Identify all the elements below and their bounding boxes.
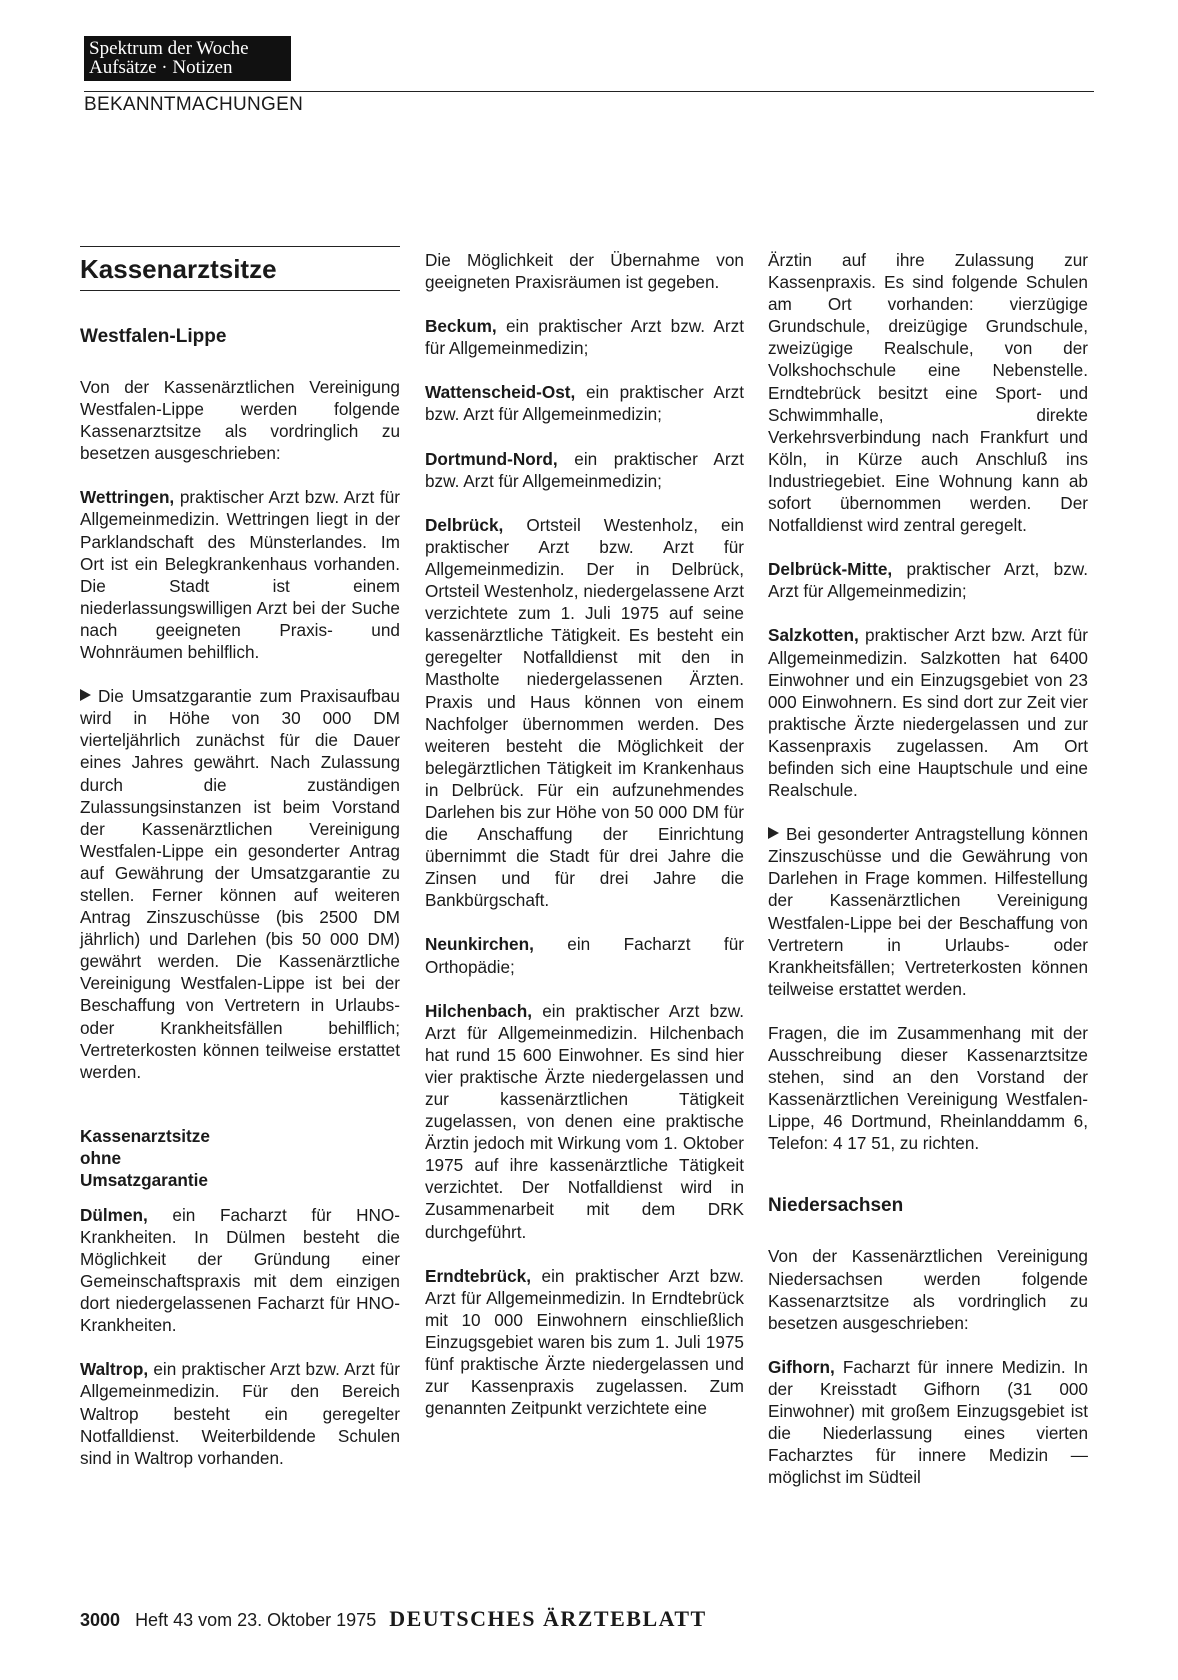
page-footer — [80, 1606, 707, 1632]
note-text: Bei gesonderter Antragstellung können Zinszuschüsse und die Gewährung von Darlehen in Frage kommen. Hilfestellung der Kassenärztlichen Vereinigung Westfalen-Lippe bei der Beschaffung von Vertretern in Urlaubs- oder Krankheitsfällen; Vertreterkosten können teilweise erstattet werden. — [768, 824, 1088, 999]
entry-name: Delbrück, — [425, 514, 504, 535]
entry-name: Neunkirchen, — [425, 934, 534, 955]
issue-info: Heft 43 vom 23. Oktober 1975 — [135, 1610, 377, 1630]
continued-paragraph: Die Möglichkeit der Übernahme von geeigneten Praxisräumen ist gegeben. — [425, 250, 744, 293]
masthead — [84, 36, 291, 81]
entry-text: ein praktischer Arzt bzw. Arzt für Allgemeinmedizin. Hilchenbach hat rund 15 600 Einwohner. Es sind hier vier praktische Ärzte niedergelassen und zur kassenärztlichen Tätigkeit zugelassen, von denen eine praktische Ärztin jedoch mit Wirkung vom 1. Oktober 1975 auf ihre kassenärztliche Tätigkeit verzichtet. Der Notfalldienst wird in Zusammenarbeit mit dem DRK durchgeführt. — [425, 1000, 744, 1242]
entry-text: praktischer Arzt, bzw. Arzt für Allgemeinmedizin; — [768, 559, 1088, 602]
entry-text: praktischer Arzt bzw. Arzt für Allgemeinmedizin. Salzkotten hat 6400 Einwohner und ein Einzugsgebiet von 23 000 Einwohnern. Es sind dort zur Zeit vier praktische Ärzte niedergelassen und zur Kassenpraxis zugelassen. Am Ort befinden sich eine Hauptschule und eine Realschule. — [768, 625, 1088, 801]
entry-neunkirchen — [425, 933, 744, 977]
entry-name: Salzkotten, — [768, 625, 859, 646]
entry-waltrop — [80, 1358, 400, 1468]
entry-wattenscheid-ost — [425, 381, 744, 425]
arrow-bullet-icon — [80, 689, 91, 701]
entry-salzkotten — [768, 624, 1088, 801]
masthead-line-2: Aufsätze · Notizen — [89, 57, 233, 78]
entry-text: ein Facharzt für Orthopädie; — [425, 934, 744, 977]
entry-delbrueck — [425, 514, 744, 912]
entry-name: Dülmen, — [80, 1204, 148, 1225]
guarantee-text: Die Umsatzgarantie zum Praxisaufbau wird in Höhe von 30 000 DM vierteljährlich zunächst für die Dauer eines Jahres gewährt. Nach Zulassung durch die zuständigen Zulassungsinstanzen ist beim Vorstand der Kassenärztlichen Vereinigung Westfalen-Lippe ein gesonderter Antrag auf Gewährung der Umsatzgarantie zu stellen. Ferner können auf weiteren Antrag Zinszuschüsse (bis 2500 DM jährlich) und Darlehen (bis 50 000 DM) gewährt werden. Die Kassenärztliche Vereinigung Westfalen-Lippe ist bei der Beschaffung von Vertretern in Urlaubs- oder Krankheitsfällen behilflich; Vertreterkosten können teilweise erstattet werden. — [80, 686, 400, 1082]
section-label: BEKANNTMACHUNGEN — [84, 94, 304, 115]
intro-paragraph-niedersachsen: Von der Kassenärztlichen Vereinigung Niedersachsen werden folgende Kassenarztsitze als vordringlich zu besetzen ausgeschrieben: — [768, 1246, 1088, 1333]
entry-name: Hilchenbach, — [425, 1000, 532, 1021]
heading-niedersachsen: Niedersachsen — [768, 1195, 904, 1217]
subheading-ohne-umsatzgarantie — [80, 1125, 400, 1191]
entry-beckum — [425, 315, 744, 359]
entry-name: Waltrop, — [80, 1359, 149, 1380]
subheading-line-3: Umsatzgarantie — [80, 1169, 208, 1190]
entry-gifhorn — [768, 1356, 1088, 1489]
page-number: 3000 — [80, 1610, 121, 1630]
title-block — [80, 246, 400, 291]
entry-text: ein Facharzt für HNO-Krankheiten. In Dülmen besteht die Möglichkeit der Gründung einer Gemeinschaftspraxis mit dem einzigen dort niedergelassenen Facharzt für HNO-Krankheiten. — [80, 1204, 400, 1336]
entry-delbrueck-mitte — [768, 558, 1088, 602]
column-3 — [768, 249, 1088, 1510]
entry-wettringen — [80, 486, 400, 663]
entry-name: Wettringen, — [80, 487, 175, 508]
questions-paragraph: Fragen, die im Zusammenhang mit der Ausschreibung dieser Kassenarztsitze stehen, sind an den Vorstand der Kassenärztlichen Vereinigung Westfalen-Lippe, 46 Dortmund, Rheinlanddamm 6, Telefon: 4 17 51, zu richten. — [768, 1022, 1088, 1154]
entry-name: Delbrück-Mitte, — [768, 559, 893, 580]
entry-name: Erndtebrück, — [425, 1265, 532, 1286]
entry-duelmen — [80, 1204, 400, 1337]
entry-hilchenbach — [425, 1000, 744, 1243]
entry-text: Ortsteil Westenholz, ein praktischer Arzt bzw. Arzt für Allgemeinmedizin. Der in Delbrück, Ortsteil Westenholz, niedergelassene Arzt verzichtete zum 1. Juli 1975 auf seine kassenärztliche Tätigkeit. Es besteht ein geregelter Notfalldienst mit den in Mastholte niedergelassenen Ärzten. Praxis und Haus können von einem Nachfolger übernommen werden. Des weiteren besteht die Möglichkeit der belegärztlichen Tätigkeit im Krankenhaus in Delbrück. Für ein aufzunehmendes Darlehen bis zur Höhe von 50 000 DM für die Anschaffung der Einrichtung übernimmt die Stadt für drei Jahre die Zinsen und für drei Jahre die Bankbürgschaft. — [425, 514, 744, 911]
intro-paragraph: Von der Kassenärztlichen Vereinigung Westfalen-Lippe werden folgende Kassenarztsitze als vordringlich zu besetzen ausgeschrieben: — [80, 377, 400, 464]
entry-erndtebrueck — [425, 1265, 744, 1420]
entry-dortmund-nord — [425, 448, 744, 492]
entry-text: ein praktischer Arzt bzw. Arzt für Allgemeinmedizin. Für den Bereich Waltrop besteht ein geregelter Notfalldienst. Weiterbildende Schulen sind in Waltrop vorhanden. — [80, 1359, 400, 1468]
entry-name: Gifhorn, — [768, 1356, 835, 1377]
entry-text: ein praktischer Arzt bzw. Arzt für Allgemeinmedizin; — [425, 382, 744, 425]
heading-westfalen-lippe: Westfalen-Lippe — [80, 326, 227, 347]
entry-text: ein praktischer Arzt bzw. Arzt für Allgemeinmedizin. In Erndtebrück mit 10 000 Einwohnern einschließlich Einzugsgebiet waren bis zum 1. Juli 1975 fünf praktische Ärzte niedergelassen und zur Kassenpraxis zugelassen. Zum genannten Zeitpunkt verzichtete eine — [425, 1265, 744, 1419]
note-paragraph — [768, 823, 1088, 1000]
masthead-line-1: Spektrum der Woche — [89, 38, 249, 59]
subheading-line-1: Kassenarztsitze — [80, 1125, 210, 1146]
entry-name: Beckum, — [425, 316, 497, 337]
article-title: Kassenarztsitze — [80, 254, 277, 284]
column-2 — [425, 249, 744, 1441]
header-rule — [84, 91, 1094, 92]
entry-text: ein praktischer Arzt bzw. Arzt für Allgemeinmedizin; — [425, 316, 744, 359]
continued-paragraph: Ärztin auf ihre Zulassung zur Kassenpraxis. Es sind folgende Schulen am Ort vorhanden: vierzügige Grundschule, dreizügige Grundschule, zweizügige Realschule, von der Volkshochschule eine Nebenstelle. Erndtebrück besitzt eine Sport- und Schwimmhalle, direkte Verkehrsverbindung nach Frankfurt und Köln, in Kürze auch Anschluß ins Industriegebiet. Eine Wohnung kann ab sofort übernommen werden. Der Notfalldienst wird zentral geregelt. — [768, 250, 1088, 536]
arrow-bullet-icon — [768, 827, 779, 839]
entry-name: Dortmund-Nord, — [425, 448, 558, 469]
column-1 — [80, 246, 400, 1491]
entry-text: ein praktischer Arzt bzw. Arzt für Allgemeinmedizin; — [425, 448, 744, 491]
entry-text: praktischer Arzt bzw. Arzt für Allgemeinmedizin. Wettringen liegt in der Parklandschaft des Münsterlandes. Im Ort ist ein Belegkrankenhaus vorhanden. Die Stadt ist einem niederlassungswilligen Arzt bei der Suche nach geeigneten Praxis- und Wohnräumen behilflich. — [80, 487, 400, 663]
entry-text: Facharzt für innere Medizin. In der Kreisstadt Gifhorn (31 000 Einwohner) mit großem Einzugsgebiet ist die Niederlassung eines vierten Facharztes für innere Medizin — möglichst im Südteil — [768, 1356, 1088, 1488]
entry-name: Wattenscheid-Ost, — [425, 382, 576, 403]
subheading-line-2: ohne — [80, 1147, 122, 1168]
magazine-name: DEUTSCHES ÄRZTEBLATT — [389, 1606, 707, 1631]
guarantee-paragraph — [80, 685, 400, 1083]
